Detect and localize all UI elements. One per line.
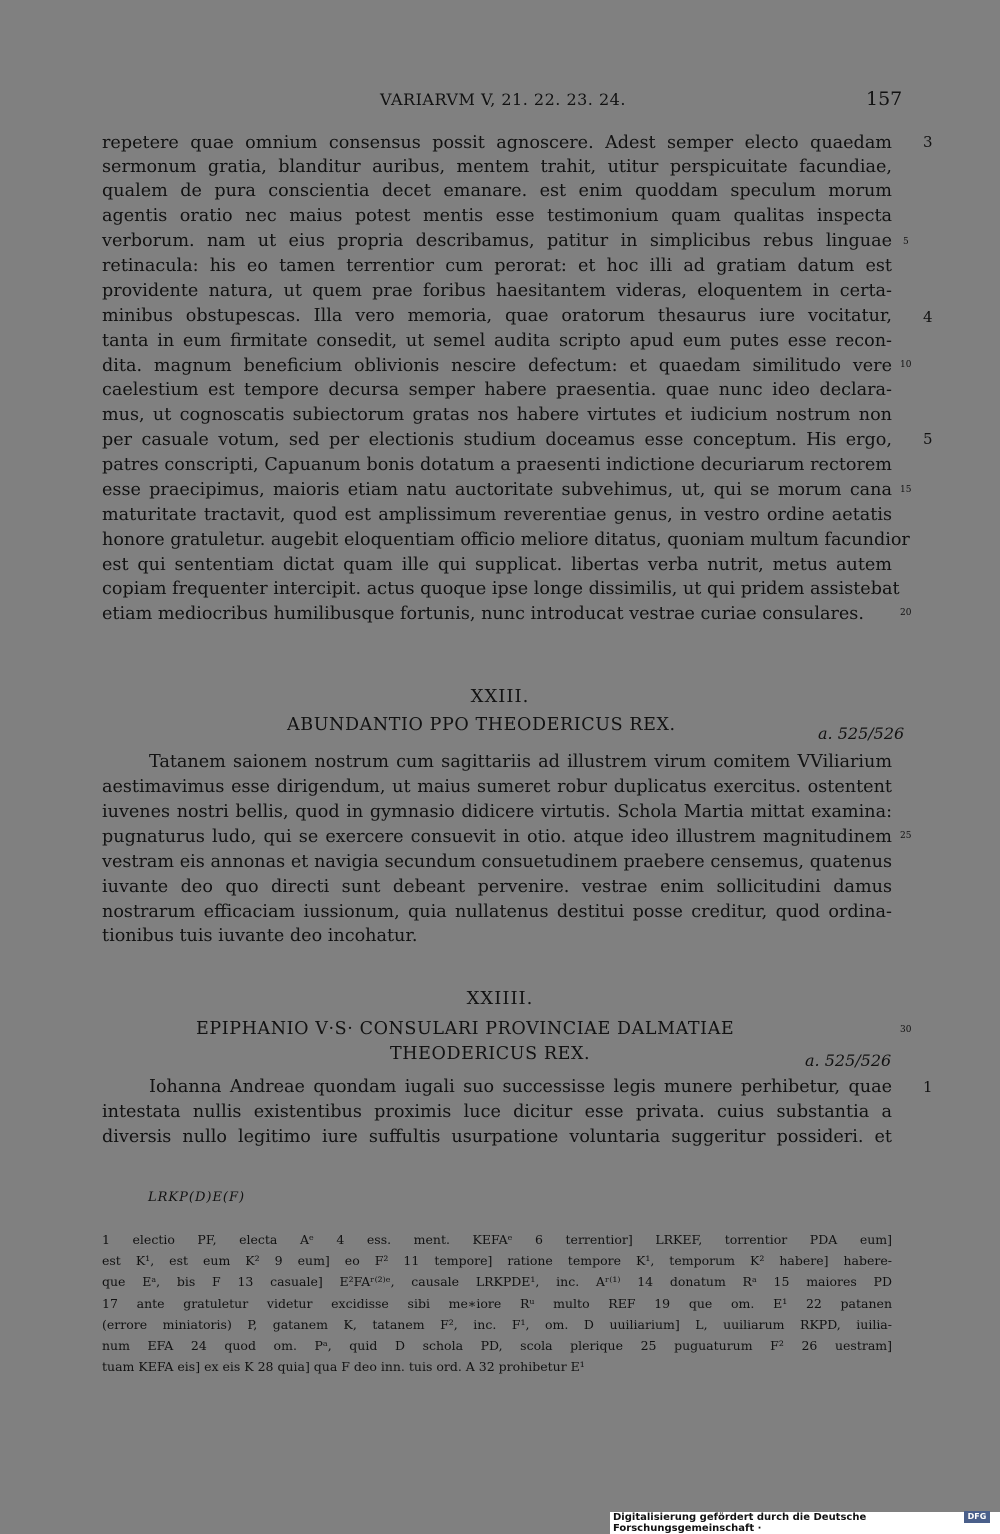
body-line: providente natura, ut quem prae foribus haesitantem videras, eloquentem in certa- (102, 281, 892, 301)
body-line: esse praecipimus, maioris etiam natu auctoritate subvehimus, ut, qui se morum cana (102, 480, 892, 500)
section-23-number: XXIII. (470, 686, 530, 707)
section-24-date: a. 525/526 (805, 1051, 892, 1070)
body-line: pugnaturus ludo, qui se exercere consuevit in otio. atque ideo illustrem magnitudinem (102, 827, 892, 847)
apparatus-sigla: LRKP(D)E(F) (148, 1190, 246, 1205)
dfg-logo: DFG (964, 1511, 990, 1523)
section-24-number: XXIIII. (466, 988, 534, 1009)
body-line: per casuale votum, sed per electionis studium doceamus esse conceptum. His ergo, (102, 430, 892, 450)
section-24-title-line1: EPIPHANIO V·S· CONSULARI PROVINCIAE DALMATIAE (196, 1019, 735, 1039)
margin-line-number: 30 (900, 1025, 912, 1035)
section-23-title: ABUNDANTIO PPO THEODERICUS REX. (287, 715, 676, 735)
body-line: dita. magnum beneficium oblivionis nescire defectum: et quaedam similitudo vere (102, 356, 892, 376)
body-line: vestram eis annonas et navigia secundum consuetudinem praebere censemus, quatenus (102, 852, 892, 872)
margin-line-number: 10 (900, 360, 912, 370)
body-line: intestata nullis existentibus proximis luce dicitur esse privata. cuius substantia a (102, 1102, 892, 1122)
margin-line-number: 5 (903, 237, 909, 247)
body-line: diversis nullo legitimo iure suffultis usurpatione voluntaria suggeritur possideri. et (102, 1127, 892, 1147)
body-line: mus, ut cognoscatis subiectorum gratas nos habere virtutes et iudicium nostrum non (102, 405, 892, 425)
body-line: etiam mediocribus humilibusque fortunis, nunc introducat vestrae curiae consulares. (102, 604, 864, 624)
body-line: copiam frequenter intercipit. actus quoque ipse longe dissimilis, ut qui pridem assistebat (102, 579, 900, 599)
body-line: retinacula: his eo tamen terrentior cum perorat: et hoc illi ad gratiam datum est (102, 256, 892, 276)
apparatus-line: que Eᵃ, bis F 13 casuale] E²FAʳ⁽²⁾ᵉ, causale LRKPDE¹, inc. Aʳ⁽¹⁾ 14 donatum Rᵃ 15 maiores PD (102, 1274, 892, 1289)
margin-section-number: 4 (923, 308, 933, 326)
body-line: nostrarum efficaciam iussionum, quia nullatenus destitui posse creditur, quod ordina- (102, 902, 892, 922)
body-line: maturitate tractavit, quod est amplissimum reverentiae genus, in vestro ordine aetatis (102, 505, 892, 525)
margin-section-number: 5 (923, 430, 933, 448)
margin-line-number: 25 (900, 831, 912, 841)
section-23-date: a. 525/526 (818, 724, 905, 743)
body-line: agentis oratio nec maius potest mentis esse testimonium quam qualitas inspecta (102, 206, 892, 226)
margin-line-number: 15 (900, 485, 912, 495)
body-line: tionibus tuis iuvante deo incohatur. (102, 926, 418, 946)
apparatus-line: 17 ante gratuletur videtur excidisse sibi me∗iore Rᵘ multo REF 19 que om. E¹ 22 patanen (102, 1296, 892, 1311)
digitization-credit: Digitalisierung gefördert durch die Deutsche Forschungsgemeinschaft · (610, 1512, 1000, 1534)
running-title: VARIARVM V, 21. 22. 23. 24. (380, 90, 626, 109)
apparatus-line: (errore miniatoris) P, gatanem K, tatanem F², inc. F¹, om. D uuiliarium] L, uuiliarum RKPD, iuilia- (102, 1317, 892, 1332)
body-line: tanta in eum firmitate consedit, ut semel audita scripto apud eum putes esse recon- (102, 331, 892, 351)
body-line: est qui sententiam dictat quam ille qui supplicat. libertas verba nutrit, metus autem (102, 555, 892, 575)
apparatus-line: num EFA 24 quod om. Pᵃ, quid D schola PD, scola plerique 25 puguaturum F² 26 uestram] (102, 1338, 892, 1353)
apparatus-line: 1 electio PF, electa Aᵉ 4 ess. ment. KEFAᵉ 6 terrentior] LRKEF, torrentior PDA eum] (102, 1232, 892, 1247)
body-line: repetere quae omnium consensus possit agnoscere. Adest semper electo quaedam (102, 133, 892, 153)
body-line: iuvenes nostri bellis, quod in gymnasio didicere virtutis. Schola Martia mittat examina: (102, 802, 892, 822)
body-line: Iohanna Andreae quondam iugali suo successisse legis munere perhibetur, quae (149, 1077, 892, 1097)
margin-section-number: 3 (923, 133, 933, 151)
body-line: iuvante deo quo directi sunt debeant pervenire. vestrae enim sollicitudini damus (102, 877, 892, 897)
body-line: qualem de pura conscientia decet emanare. est enim quoddam speculum morum (102, 181, 892, 201)
body-line: sermonum gratia, blanditur auribus, mentem trahit, utitur perspicuitate facundiae, (102, 157, 892, 177)
body-line: minibus obstupescas. Illa vero memoria, quae oratorum thesaurus iure vocitatur, (102, 306, 892, 326)
margin-section-number: 1 (923, 1078, 933, 1096)
body-line: caelestium est tempore decursa semper habere praesentia. quae nunc ideo declara- (102, 380, 892, 400)
apparatus-line: tuam KEFA eis] ex eis K 28 quia] qua F deo inn. tuis ord. A 32 prohibetur E¹ (102, 1359, 585, 1374)
page-number: 157 (866, 88, 903, 110)
body-line: honore gratuletur. augebit eloquentiam officio meliore ditatus, quoniam multum facundior (102, 530, 910, 550)
body-line: Tatanem saionem nostrum cum sagittariis ad illustrem virum comitem VViliarium (149, 752, 892, 772)
body-line: verborum. nam ut eius propria describamus, patitur in simplicibus rebus linguae (102, 231, 892, 251)
body-line: patres conscripti, Capuanum bonis dotatum a praesenti indictione decuriarum rectorem (102, 455, 892, 475)
section-24-title-line2: THEODERICUS REX. (390, 1044, 591, 1064)
apparatus-line: est K¹, est eum K² 9 eum] eo F² 11 tempore] ratione tempore K¹, temporum K² habere] habere- (102, 1253, 892, 1268)
margin-line-number: 20 (900, 608, 912, 618)
body-line: aestimavimus esse dirigendum, ut maius sumeret robur duplicatus exercitus. ostentent (102, 777, 892, 797)
